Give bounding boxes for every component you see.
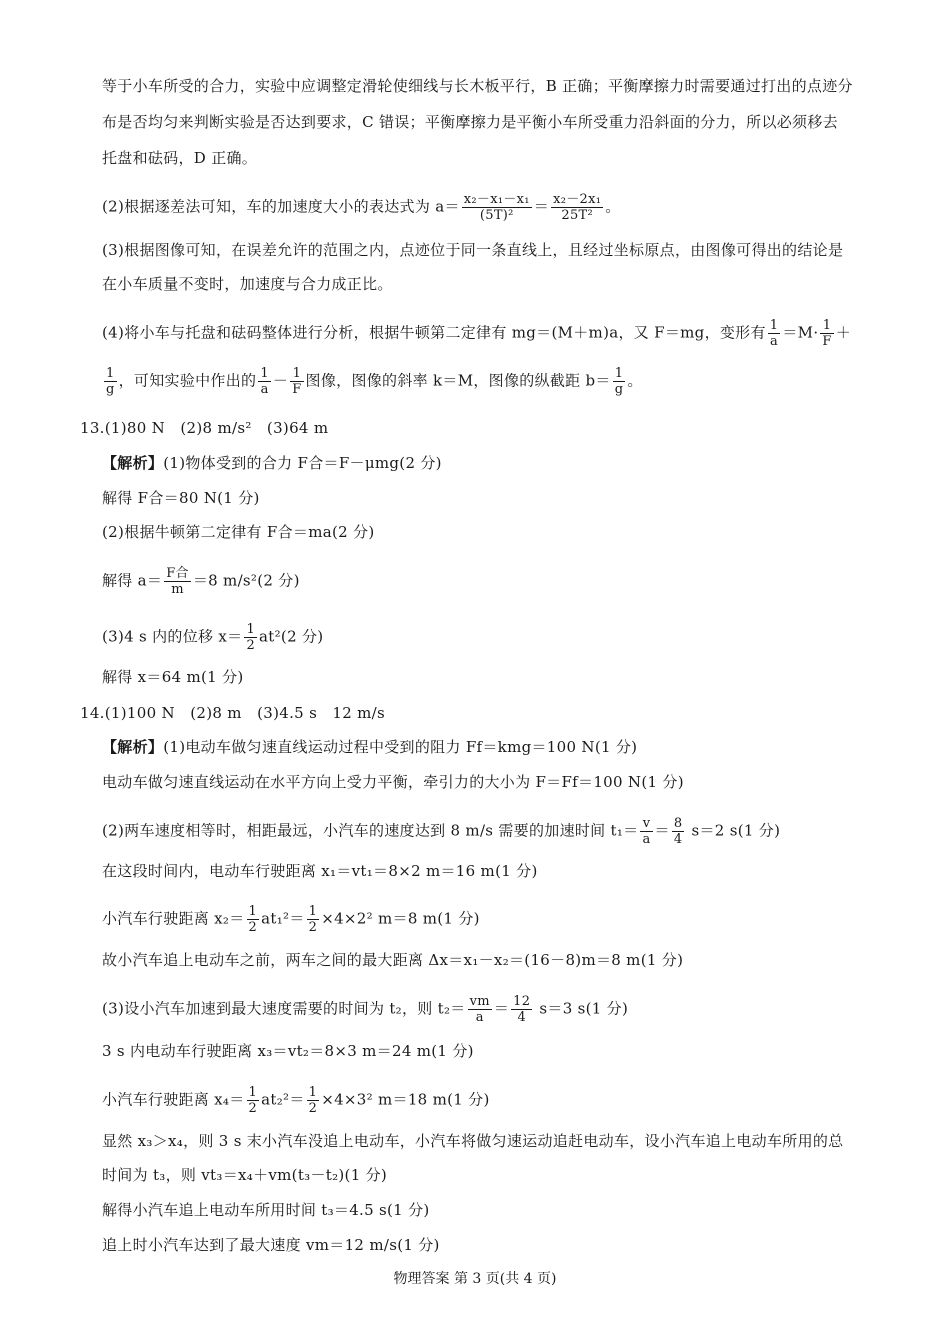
text: (1)物体受到的合力 F合＝F－μmg(2 分) bbox=[163, 454, 442, 472]
text: ＋ bbox=[835, 323, 852, 342]
solution-line bbox=[102, 453, 442, 473]
text: 小汽车行驶距离 x₂＝ bbox=[102, 909, 245, 928]
text-line: 等于小车所受的合力，实验中应调整定滑轮使细线与长木板平行，B 正确；平衡摩擦力时需要通过打出的点迹分 bbox=[102, 77, 853, 95]
denominator: 4 bbox=[673, 832, 683, 847]
text: ＝ bbox=[533, 197, 550, 216]
text-line: (3)根据图像可知，在误差允许的范围之内，点迹位于同一条直线上，且经过坐标原点，由图像可得出的结论是 bbox=[102, 241, 844, 259]
text: ×4×3² m＝18 m(1 分) bbox=[321, 1090, 490, 1109]
denominator: g bbox=[106, 382, 115, 397]
numerator: 1 bbox=[246, 622, 256, 637]
formula-line bbox=[102, 366, 643, 397]
numerator: v bbox=[640, 816, 652, 832]
text: ＝M· bbox=[782, 323, 819, 342]
denominator: 4 bbox=[517, 1010, 527, 1025]
fraction bbox=[468, 994, 492, 1025]
numerator: 1 bbox=[290, 366, 303, 382]
numerator: 1 bbox=[613, 366, 626, 382]
fraction bbox=[164, 566, 191, 597]
numerator: vm bbox=[469, 994, 490, 1009]
text-line: 追上时小汽车达到了最大速度 vm＝12 m/s(1 分) bbox=[102, 1236, 440, 1254]
numerator: 8 bbox=[673, 816, 683, 831]
numerator: 1 bbox=[308, 904, 318, 919]
denominator: 25T² bbox=[561, 208, 593, 223]
text: 图像，图像的斜率 k＝M，图像的纵截距 b＝ bbox=[305, 371, 611, 390]
denominator: F bbox=[292, 382, 302, 397]
fraction bbox=[290, 366, 303, 397]
denominator: 2 bbox=[308, 920, 318, 935]
text: 。 bbox=[627, 371, 643, 390]
denominator: 2 bbox=[248, 1101, 258, 1116]
fraction bbox=[640, 816, 652, 847]
fraction bbox=[551, 192, 603, 223]
text-line: 解得 F合＝80 N(1 分) bbox=[102, 489, 260, 507]
formula-line bbox=[102, 904, 480, 935]
text: s＝3 s(1 分) bbox=[534, 999, 629, 1018]
fraction bbox=[672, 816, 685, 847]
denominator: 2 bbox=[308, 1101, 318, 1116]
formula-line bbox=[102, 816, 780, 847]
text: ＝8 m/s²(2 分) bbox=[192, 571, 300, 590]
text: (3)4 s 内的位移 x＝ bbox=[102, 627, 243, 646]
formula-line bbox=[102, 994, 628, 1025]
denominator: a bbox=[770, 334, 779, 349]
fraction bbox=[820, 318, 833, 349]
denominator: a bbox=[475, 1010, 484, 1025]
fraction bbox=[247, 1085, 260, 1116]
formula-line bbox=[102, 1085, 490, 1116]
fraction bbox=[307, 904, 320, 935]
formula-line bbox=[102, 622, 323, 653]
text-line: 电动车做匀速直线运动在水平方向上受力平衡，牵引力的大小为 F＝Ff＝100 N(1 分) bbox=[102, 773, 684, 791]
numerator: 1 bbox=[248, 904, 258, 919]
text-line: 显然 x₃＞x₄，则 3 s 末小汽车没追上电动车，小汽车将做匀速运动追赶电动车，设小汽车追上电动车所用的总 bbox=[102, 1132, 844, 1150]
fraction bbox=[511, 994, 532, 1025]
text-line: 托盘和砝码，D 正确。 bbox=[102, 149, 258, 167]
text: (2)两车速度相等时，相距最远，小汽车的速度达到 8 m/s 需要的加速时间 t₁＝ bbox=[102, 821, 639, 840]
numerator: x₂－x₁－x₁ bbox=[463, 192, 530, 207]
numerator: 1 bbox=[820, 318, 833, 334]
numerator: 1 bbox=[308, 1085, 318, 1100]
numerator: F合 bbox=[166, 566, 189, 581]
denominator: m bbox=[171, 582, 184, 597]
text: (4)将小车与托盘和砝码整体进行分析，根据牛顿第二定律有 mg＝(M＋m)a，又 F＝mg，变形有 bbox=[102, 323, 766, 342]
text: 解得 a＝ bbox=[102, 571, 163, 590]
analysis-label: 【解析】 bbox=[102, 738, 164, 756]
text-line: 解得 x＝64 m(1 分) bbox=[102, 668, 244, 686]
text-line: 布是否均匀来判断实验是否达到要求，C 错误；平衡摩擦力是平衡小车所受重力沿斜面的分力，所以必须移去 bbox=[102, 113, 838, 131]
text: － bbox=[272, 371, 289, 390]
text: ＝ bbox=[654, 821, 670, 840]
denominator: 2 bbox=[246, 638, 256, 653]
numerator: 12 bbox=[513, 994, 531, 1009]
text-line: 在小车质量不变时，加速度与合力成正比。 bbox=[102, 275, 393, 293]
text: ＝ bbox=[493, 999, 510, 1018]
denominator: (5T)² bbox=[479, 208, 514, 223]
fraction bbox=[258, 366, 271, 397]
numerator: 1 bbox=[769, 318, 779, 333]
text-line: 时间为 t₃，则 vt₃＝x₄＋vm(t₃－t₂)(1 分) bbox=[102, 1166, 388, 1184]
fraction bbox=[244, 622, 257, 653]
question-14-answer: 14.(1)100 N (2)8 m (3)4.5 s 12 m/s bbox=[80, 704, 386, 722]
text-line: 解得小汽车追上电动车所用时间 t₃＝4.5 s(1 分) bbox=[102, 1201, 430, 1219]
text: (3)设小汽车加速到最大速度需要的时间为 t₂，则 t₂＝ bbox=[102, 999, 466, 1018]
fraction bbox=[247, 904, 260, 935]
text-line: 在这段时间内，电动车行驶距离 x₁＝vt₁＝8×2 m＝16 m(1 分) bbox=[102, 862, 538, 880]
text-line: 3 s 内电动车行驶距离 x₃＝vt₂＝8×3 m＝24 m(1 分) bbox=[102, 1042, 474, 1060]
denominator: a bbox=[260, 382, 269, 397]
solution-line bbox=[102, 737, 637, 757]
denominator: a bbox=[642, 832, 651, 847]
fraction bbox=[104, 366, 117, 397]
text: at₂²＝ bbox=[261, 1090, 305, 1109]
denominator: F bbox=[822, 334, 832, 349]
fraction bbox=[613, 366, 626, 397]
numerator: 1 bbox=[248, 1085, 258, 1100]
text: ，可知实验中作出的 bbox=[118, 371, 257, 390]
numerator: 1 bbox=[260, 366, 269, 381]
fraction bbox=[307, 1085, 320, 1116]
text: 。 bbox=[605, 197, 621, 216]
fraction bbox=[462, 192, 532, 223]
formula-line bbox=[102, 192, 621, 223]
denominator: 2 bbox=[248, 920, 258, 935]
text: (1)电动车做匀速直线运动过程中受到的阻力 Ff＝kmg＝100 N(1 分) bbox=[163, 738, 638, 756]
denominator: g bbox=[614, 382, 624, 397]
page-footer: 物理答案 第 3 页(共 4 页) bbox=[393, 1271, 557, 1287]
text: at²(2 分) bbox=[259, 627, 324, 646]
numerator: 1 bbox=[104, 366, 117, 382]
numerator: x₂－2x₁ bbox=[553, 192, 602, 207]
formula-line bbox=[102, 566, 300, 597]
text: ×4×2² m＝8 m(1 分) bbox=[321, 909, 480, 928]
question-13-answer: 13.(1)80 N (2)8 m/s² (3)64 m bbox=[80, 419, 329, 437]
formula-line bbox=[102, 318, 851, 349]
text: s＝2 s(1 分) bbox=[686, 821, 781, 840]
text-line: 故小汽车追上电动车之前，两车之间的最大距离 Δx＝x₁－x₂＝(16－8)m＝8 m(1 分) bbox=[102, 951, 684, 969]
text: (2)根据逐差法可知，车的加速度大小的表达式为 a＝ bbox=[102, 197, 460, 216]
fraction bbox=[768, 318, 781, 349]
text-line: (2)根据牛顿第二定律有 F合＝ma(2 分) bbox=[102, 523, 375, 541]
text: 小汽车行驶距离 x₄＝ bbox=[102, 1090, 245, 1109]
text: at₁²＝ bbox=[261, 909, 305, 928]
analysis-label: 【解析】 bbox=[102, 454, 164, 472]
